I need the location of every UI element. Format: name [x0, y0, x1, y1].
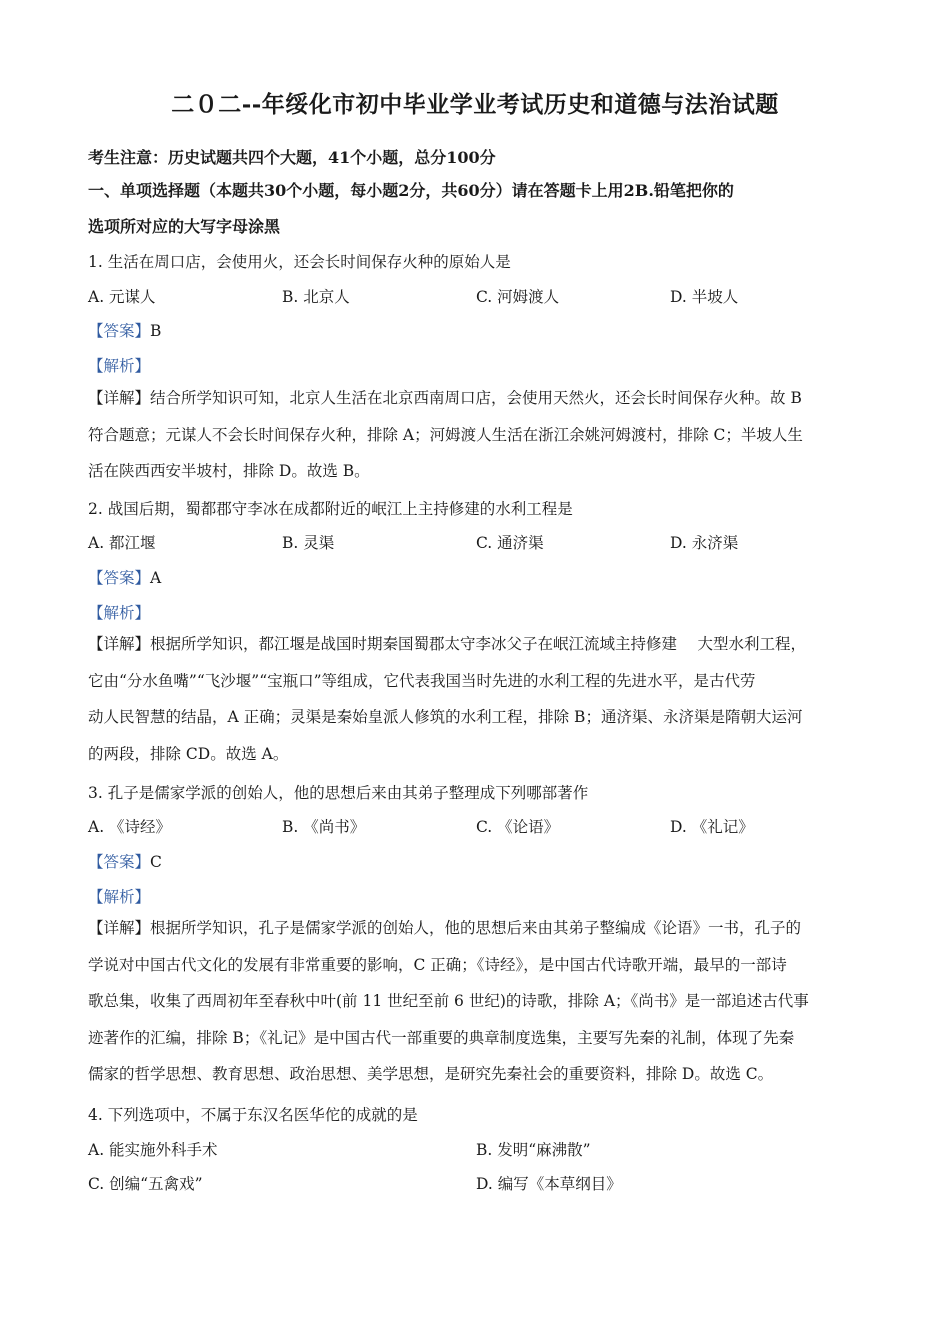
q3-detail-line-5: 儒家的哲学思想、教育思想、政治思想、美学思想，是研究先秦社会的重要资料，排除 D。故选 C。 [88, 1065, 774, 1083]
exam-notice: 考生注意：历史试题共四个大题，41个小题，总分100分 [88, 148, 496, 167]
q1-detail-line-3: 活在陕西西安半坡村，排除 D。故选 B。 [88, 462, 370, 480]
q2-detail-line-3: 动人民智慧的结晶，A 正确；灵渠是秦始皇派人修筑的水利工程，排除 B；通济渠、永济渠是隋朝大运河 [88, 708, 803, 726]
answer-label: 【答案】 [88, 853, 151, 871]
detail-label: 【详解】 [88, 389, 151, 407]
question-1-stem: 1. 生活在周口店，会使用火，还会长时间保存火种的原始人是 [88, 253, 511, 271]
q3-detail-line-3: 歌总集，收集了西周初年至春秋中叶(前 11 世纪至前 6 世纪)的诗歌，排除 A；《尚书》是一部追述古代事 [88, 992, 809, 1010]
q3-option-d: D. 《礼记》 [670, 818, 754, 836]
q4-option-d: D. 编写《本草纲目》 [476, 1175, 622, 1193]
q2-detail [88, 626, 866, 772]
q1-option-a: A. 元谋人 [88, 288, 156, 306]
q2-detail-line-2: 它由“分水鱼嘴”“飞沙堰”“宝瓶口”等组成，它代表我国当时先进的水利工程的先进水平，是古代劳 [88, 671, 756, 690]
q1-answer [88, 319, 868, 341]
q3-detail-line-2: 学说对中国古代文化的发展有非常重要的影响，C 正确；《诗经》，是中国古代诗歌开端，最早的一部诗 [88, 955, 787, 974]
q3-option-b: B. 《尚书》 [282, 818, 366, 836]
q1-detail [88, 380, 866, 490]
section-heading-line-1: 一、单项选择题（本题共30个小题，每小题2分，共60分）请在答题卡上用2B.铅笔把你的 [88, 181, 734, 200]
q4-option-a: A. 能实施外科手术 [88, 1141, 218, 1159]
q1-option-c: C. 河姆渡人 [476, 288, 560, 306]
q2-answer-value: A [150, 569, 162, 587]
q2-option-d: D. 永济渠 [670, 534, 739, 552]
detail-label: 【详解】 [88, 919, 151, 937]
q3-detail-line-4: 迹著作的汇编，排除 B；《礼记》是中国古代一部重要的典章制度选集，主要写先秦的礼制，体现了先秦 [88, 1028, 795, 1047]
q2-option-c: C. 通济渠 [476, 534, 544, 552]
q3-answer [88, 850, 868, 872]
q3-detail [88, 910, 866, 1093]
q1-detail-line-1: 结合所学知识可知，北京人生活在北京西南周口店，会使用天然火，还会长时间保存火种。故 B [150, 389, 802, 407]
q2-option-b: B. 灵渠 [282, 534, 335, 552]
page-title: 二０二--年绥化市初中毕业学业考试历史和道德与法治试题 [171, 91, 779, 118]
q1-option-b: B. 北京人 [282, 288, 350, 306]
answer-label: 【答案】 [88, 322, 151, 340]
q3-detail-line-1: 根据所学知识，孔子是儒家学派的创始人，他的思想后来由其弟子整编成《论语》一书，孔子的 [150, 919, 802, 937]
q2-detail-line-4: 的两段，排除 CD。故选 A。 [88, 744, 289, 763]
question-4-stem: 4. 下列选项中，不属于东汉名医华佗的成就的是 [88, 1106, 418, 1124]
section-heading-line-2: 选项所对应的大写字母涂黑 [88, 217, 281, 236]
q3-answer-value: C [150, 853, 162, 871]
q4-option-b: B. 发明“麻沸散” [476, 1141, 591, 1159]
q1-detail-line-2: 符合题意；元谋人不会长时间保存火种，排除 A；河姆渡人生活在浙江余姚河姆渡村，排除 C；半坡人生 [88, 425, 803, 444]
q4-option-c: C. 创编“五禽戏” [88, 1175, 203, 1193]
q1-answer-value: B [150, 322, 162, 340]
q2-detail-line-1: 根据所学知识，都江堰是战国时期秦国蜀郡太守李冰父子在岷江流域主持修建 大型水利工程， [150, 635, 806, 653]
question-2-stem: 2. 战国后期，蜀都郡守李冰在成都附近的岷江上主持修建的水利工程是 [88, 500, 573, 518]
detail-label: 【详解】 [88, 635, 151, 653]
q3-option-a: A. 《诗经》 [88, 818, 172, 836]
q3-analysis-label: 【解析】 [88, 888, 151, 906]
q1-analysis-label: 【解析】 [88, 357, 151, 375]
q2-answer [88, 566, 868, 588]
question-3-stem: 3. 孔子是儒家学派的创始人，他的思想后来由其弟子整理成下列哪部著作 [88, 784, 589, 802]
q2-analysis-label: 【解析】 [88, 604, 151, 622]
q1-option-d: D. 半坡人 [670, 288, 739, 306]
q3-option-c: C. 《论语》 [476, 818, 560, 836]
answer-label: 【答案】 [88, 569, 151, 587]
q2-option-a: A. 都江堰 [88, 534, 156, 552]
